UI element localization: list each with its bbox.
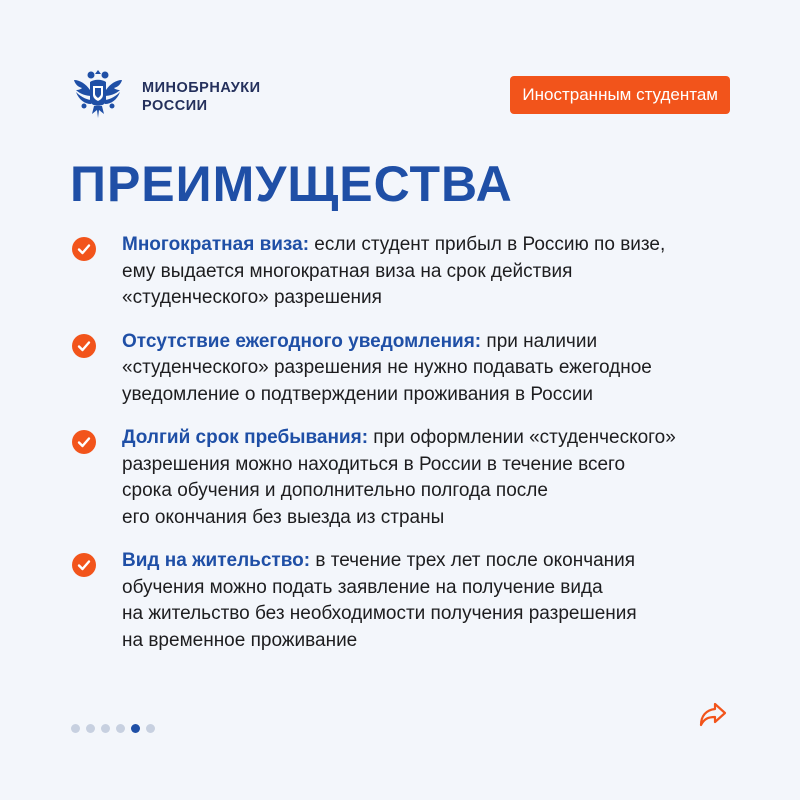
pagination-dot-5[interactable]: [131, 724, 140, 733]
pagination-dot-6[interactable]: [146, 724, 155, 733]
list-item: [72, 329, 732, 409]
list-item-body: при оформлении «студенческого» разрешения можно находиться в России в течение всего срока обучения и дополнительно полгода после его окончания без выезда из страны: [122, 427, 676, 528]
org-name-line2: РОССИИ: [142, 98, 208, 114]
org-name: [142, 79, 261, 115]
list-item-heading: Долгий срок пребывания:: [122, 427, 369, 448]
list-item-heading: Отсутствие ежегодного уведомления:: [122, 330, 482, 352]
benefits-list: [72, 232, 732, 671]
list-item: [72, 548, 732, 654]
list-item-body: при наличии «студенческого» разрешения не нужно подавать ежегодное уведомление о подтверждении проживания в России: [122, 330, 652, 405]
header: [70, 66, 730, 126]
list-item-text: [122, 425, 732, 531]
check-circle-icon: [72, 334, 96, 358]
emblem-eagle-icon: [70, 66, 126, 122]
pagination-dot-3[interactable]: [101, 724, 110, 733]
check-circle-icon: [72, 237, 96, 261]
org-name-line1: МИНОБРНАУКИ: [142, 80, 261, 96]
list-item: [72, 232, 732, 312]
list-item-body: если студент прибыл в Россию по визе, ему выдается многократная виза на срок действия «студенческого» разрешения: [122, 234, 666, 308]
share-arrow-icon[interactable]: [698, 700, 728, 728]
list-item: [72, 425, 732, 531]
check-circle-icon: [72, 430, 96, 454]
page-title: ПРЕИМУЩЕСТВА: [70, 156, 513, 212]
audience-badge: Иностранным студентам: [510, 76, 730, 114]
pagination-dot-1[interactable]: [71, 724, 80, 733]
list-item-text: [122, 329, 732, 409]
list-item-heading: Вид на жительство:: [122, 550, 311, 571]
pagination-dot-2[interactable]: [86, 724, 95, 733]
list-item-body: в течение трех лет после окончания обучения можно подать заявление на получение вида на жительство без необходимости получения разрешения на временное проживание: [122, 550, 637, 651]
pagination-dot-4[interactable]: [116, 724, 125, 733]
list-item-heading: Многократная виза:: [122, 234, 310, 255]
list-item-text: [122, 548, 732, 654]
pagination-dots: [71, 720, 161, 730]
check-circle-icon: [72, 553, 96, 577]
list-item-text: [122, 232, 732, 312]
